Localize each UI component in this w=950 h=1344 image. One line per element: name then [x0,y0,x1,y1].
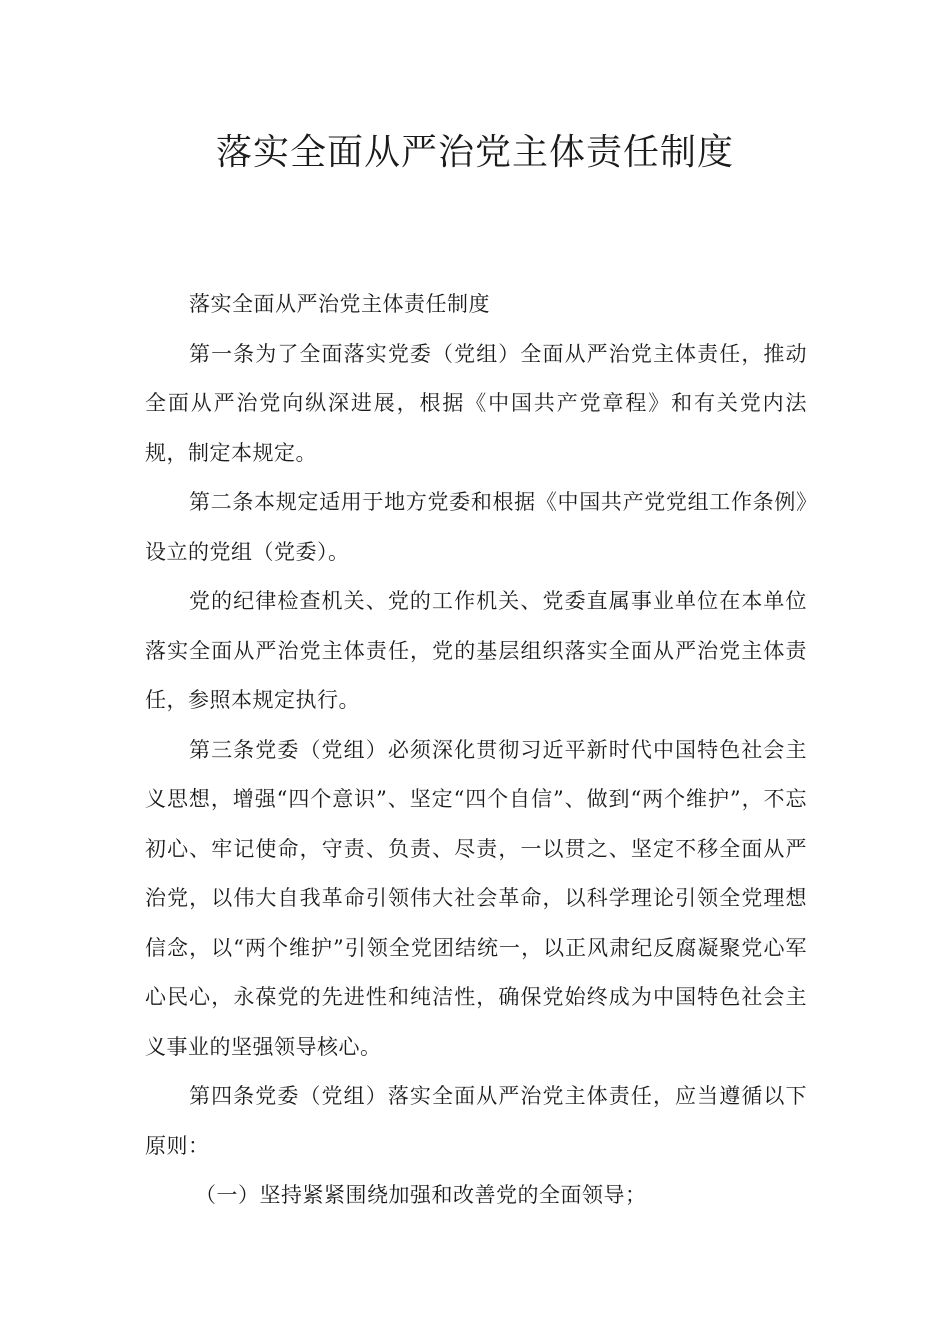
paragraph-article-4: 第四条党委（党组）落实全面从严治党主体责任，应当遵循以下原则： [145,1084,807,1158]
paragraph-article-1: 第一条为了全面落实党委（党组）全面从严治党主体责任，推动全面从严治党向纵深进展，根据《中国共产党章程》和有关党内法规，制定本规定。 [145,341,807,465]
paragraph-article-3: 第三条党委（党组）必须深化贯彻习近平新时代中国特色社会主义思想，增强“四个意识”、坚定“四个自信”、做到“两个维护”，不忘初心、牢记使命，守责、负责、尽责，一以贯之、坚定不移全面从严治党，以伟大自我革命引领伟大社会革命，以科学理论引领全党理想信念，以“两个维护”引领全党团结统一，以正风肃纪反腐凝聚党心军心民心，永葆党的先进性和纯洁性，确保党始终成为中国特色社会主义事业的坚强领导核心。 [145,737,807,1059]
paragraph-subtitle: 落实全面从严治党主体责任制度 [189,292,490,316]
document-body [145,280,807,1221]
paragraph-article-2-scope: 党的纪律检查机关、党的工作机关、党委直属事业单位在本单位落实全面从严治党主体责任，党的基层组织落实全面从严治党主体责任，参照本规定执行。 [145,589,807,712]
document-title: 落实全面从严治党主体责任制度 [215,132,734,173]
paragraph-principle-1: （一）坚持紧紧围绕加强和改善党的全面领导； [195,1183,647,1207]
paragraph-article-2: 第二条本规定适用于地方党委和根据《中国共产党党组工作条例》设立的党组（党委）。 [145,490,807,564]
